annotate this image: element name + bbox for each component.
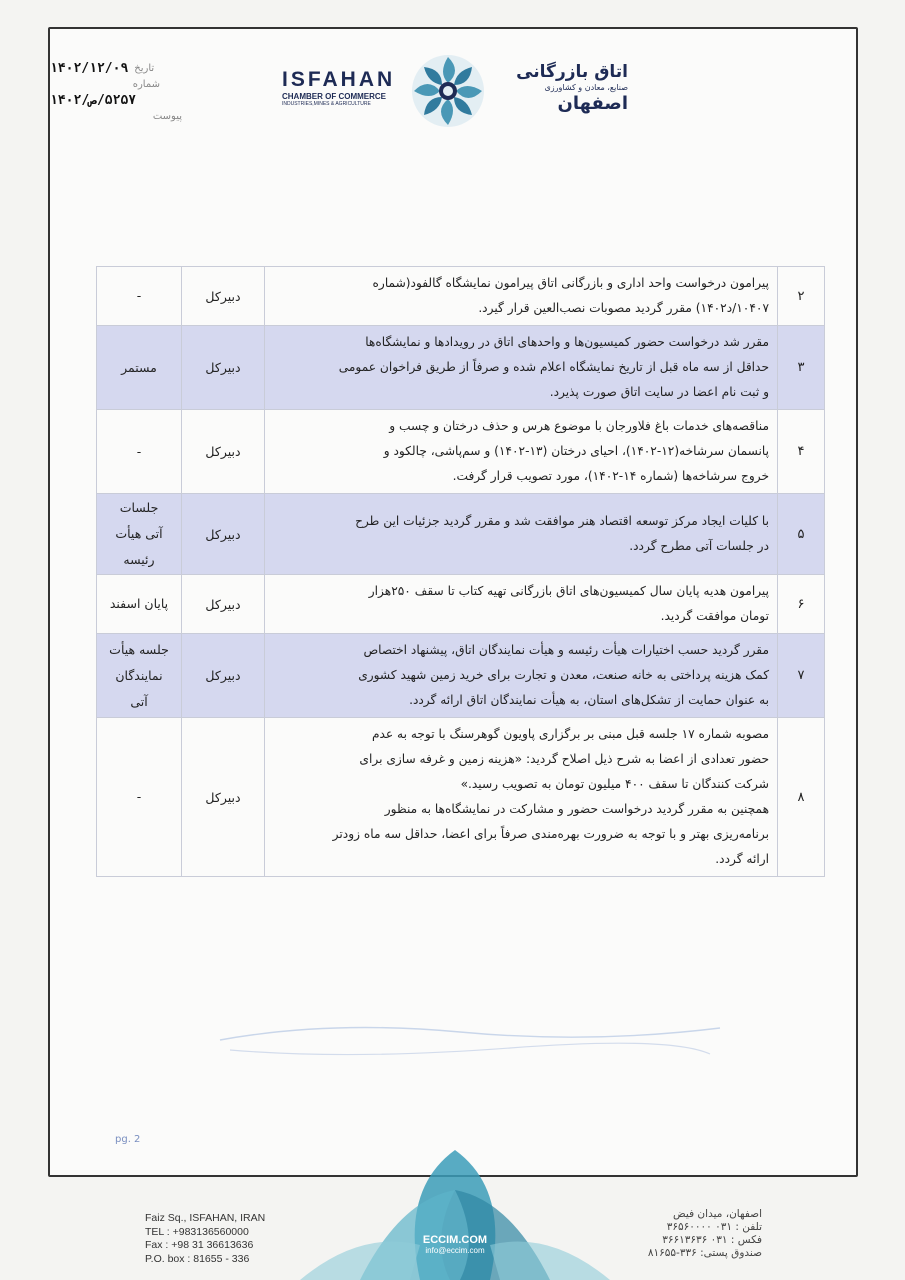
- footer-contact-en: [145, 1212, 265, 1266]
- footer-website: ECCIM.COM: [422, 1234, 488, 1246]
- row-number: ۷: [778, 634, 825, 718]
- signature-scribble: [210, 1010, 730, 1070]
- row-number: ۲: [778, 267, 825, 326]
- table-row: [97, 494, 825, 575]
- resolution-line: مصوبه شماره ۱۷ جلسه قبل مبنی بر برگزاری پاویون گوهرسنگ با توجه به عدم: [371, 727, 769, 741]
- footer-contact-fa: [622, 1208, 762, 1260]
- logo-en-sub2: INDUSTRIES,MINES & AGRICULTURE: [282, 101, 371, 107]
- resolution-line: حداقل از سه ماه قبل از تاریخ نمایشگاه اعلام شده و صرفاً از طریق فراخوان عمومی: [338, 360, 769, 374]
- letter-meta: [50, 60, 190, 124]
- footer-po-en: P.O. box : 81655 - 336: [145, 1252, 250, 1265]
- resolution-text: [265, 718, 778, 877]
- table-row: [97, 267, 825, 326]
- table-row: [97, 575, 825, 634]
- deadline-line: -: [136, 789, 142, 804]
- logo-en-title: ISFAHAN: [282, 68, 396, 91]
- responsible-party: دبیرکل: [182, 575, 265, 634]
- footer-fax-en: Fax : +98 31 36613636: [145, 1239, 254, 1251]
- number-row: [50, 92, 190, 108]
- logo-fa-city: اصفهان: [557, 93, 628, 114]
- resolution-line: به عنوان حمایت از تشکل‌های استان، به هیأت نمایندگان اتاق ارائه گردد.: [409, 693, 769, 707]
- responsible-party: دبیرکل: [182, 326, 265, 410]
- deadline-line: مستمر: [121, 359, 157, 375]
- table-row: [97, 718, 825, 877]
- footer-emblem-icon: [300, 1150, 610, 1280]
- page-number: pg. 2: [115, 1134, 141, 1145]
- resolution-line: پانسمان سرشاخه(۱۲-۱۴۰۲)، احیای درختان (۱۳-۱۴۰۲) و سم‌پاشی، چالکود و: [383, 444, 769, 458]
- resolution-line: شرکت کنندگان تا سقف ۴۰۰ میلیون تومان به تصویب رسید.»: [460, 777, 769, 791]
- date-value: ۱۴۰۲/۱۲/۰۹: [50, 60, 129, 76]
- chamber-logo-icon: [410, 53, 486, 129]
- table-row: [97, 634, 825, 718]
- footer-web: [405, 1234, 505, 1255]
- deadline-line: جلسات: [119, 500, 159, 515]
- resolution-line: همچنین به مقرر گردید درخواست حضور و مشارکت در نمایشگاه‌ها به منظور: [384, 802, 769, 816]
- resolution-line: خروج سرشاخه‌ها (شماره ۱۴-۱۴۰۲)، مورد تصویب قرار گرفت.: [452, 469, 769, 483]
- footer-po-fa: صندوق پستی: ۳۳۶-۸۱۶۵۵: [647, 1247, 762, 1259]
- resolution-line: پیرامون هدیه پایان سال کمیسیون‌های اتاق بازرگانی تهیه کتاب تا سقف ۲۵۰هزار: [368, 584, 769, 598]
- footer-address-en: Faiz Sq., ISFAHAN, IRAN: [145, 1212, 266, 1224]
- table-row: [97, 326, 825, 410]
- responsible-party: دبیرکل: [182, 718, 265, 877]
- deadline-line: -: [136, 288, 142, 303]
- number-label: شماره: [132, 78, 160, 90]
- deadline-line: رئیسه: [123, 552, 155, 567]
- logo-persian: [488, 63, 628, 115]
- deadline: [97, 494, 182, 575]
- resolution-text: [265, 410, 778, 494]
- deadline-line: آتی: [130, 693, 148, 709]
- deadline: [97, 575, 182, 634]
- number-label-row: [50, 76, 190, 92]
- table-row: [97, 410, 825, 494]
- resolution-line: در جلسات آتی مطرح گردد.: [629, 539, 769, 553]
- resolution-text: [265, 267, 778, 326]
- resolution-line: تومان موافقت گردید.: [660, 609, 769, 623]
- row-number: ۸: [778, 718, 825, 877]
- deadline: [97, 410, 182, 494]
- deadline-line: -: [136, 443, 142, 459]
- logo-fa-title: اتاق بازرگانی: [516, 62, 628, 82]
- deadline-line: جلسه هیأت: [109, 641, 169, 657]
- attachment-row: [50, 108, 190, 124]
- resolution-line: با کلیات ایجاد مرکز توسعه اقتصاد هنر موافقت شد و مقرر گردید جزئیات این طرح: [355, 514, 769, 528]
- row-number: ۳: [778, 326, 825, 410]
- attachment-label: پیوست: [152, 110, 182, 122]
- responsible-party: دبیرکل: [182, 634, 265, 718]
- date-row: [50, 60, 190, 76]
- deadline: [97, 718, 182, 877]
- resolution-line: ۱۰۴۰۷/د۱۴۰۲) مقرر گردید مصوبات نصب‌العین قرار گیرد.: [478, 301, 769, 315]
- resolution-line: و ثبت نام اعضا در سایت اتاق صورت پذیرد.: [549, 385, 769, 399]
- responsible-party: دبیرکل: [182, 267, 265, 326]
- deadline: [97, 634, 182, 718]
- deadline: [97, 326, 182, 410]
- footer-tel-en: TEL : +983136560000: [145, 1225, 249, 1238]
- resolution-line: کمک هزینه پرداختی به خانه صنعت، معدن و تجارت برای خرید زمین شهید کشوری: [358, 668, 769, 682]
- date-label: تاریخ: [134, 62, 155, 74]
- logo-en-sub1: CHAMBER OF COMMERCE: [282, 92, 386, 101]
- resolution-line: مقرر گردید حسب اختیارات هیأت رئیسه و هیأت نمایندگان اتاق، پیشنهاد اختصاص: [363, 643, 769, 657]
- responsible-party: دبیرکل: [182, 410, 265, 494]
- resolutions-table-body: [97, 267, 825, 877]
- resolution-line: پیرامون درخواست واحد اداری و بازرگانی اتاق پیرامون نمایشگاه گالفود(شماره: [372, 276, 769, 290]
- row-number: ۶: [778, 575, 825, 634]
- deadline-line: پایان اسفند: [109, 596, 169, 611]
- footer-address-fa: اصفهان، میدان فیض: [673, 1208, 762, 1220]
- resolution-text: [265, 326, 778, 410]
- footer-email: info@eccim.com: [425, 1246, 485, 1255]
- responsible-party: دبیرکل: [182, 494, 265, 575]
- row-number: ۵: [778, 494, 825, 575]
- resolution-line: حضور تعدادی از اعضا به شرح ذیل اصلاح گردید: «هزینه زمین و غرفه سازی برای: [359, 752, 769, 766]
- resolution-line: مقرر شد درخواست حضور کمیسیون‌ها و واحدهای اتاق در رویدادها و نمایشگاه‌ها: [365, 335, 769, 349]
- deadline: [97, 267, 182, 326]
- resolution-line: برنامه‌ریزی بهتر و با توجه به ضرورت بهره‌مندی صرفاً برای اعضا، حداقل سه ماه زودتر: [332, 827, 769, 841]
- logo-english: [282, 68, 412, 107]
- deadline-line: نمایندگان: [115, 667, 163, 683]
- row-number: ۴: [778, 410, 825, 494]
- deadline-line: آتی هیأت: [115, 526, 163, 541]
- resolution-text: [265, 494, 778, 575]
- resolution-line: مناقصه‌های خدمات باغ فلاورجان با موضوع هرس و حذف درختان و چسب و: [389, 419, 769, 433]
- resolution-text: [265, 575, 778, 634]
- footer-fax-fa: فکس : ۰۳۱ ۳۶۶۱۳۶۳۶: [662, 1234, 762, 1246]
- resolution-line: ارائه گردد.: [715, 852, 769, 866]
- logo-fa-sub: صنایع، معادن و کشاورزی: [544, 83, 628, 92]
- resolution-text: [265, 634, 778, 718]
- footer-tel-fa: تلفن : ۰۳۱ ۳۶۵۶۰۰۰۰: [666, 1221, 762, 1233]
- resolutions-table: [96, 266, 825, 877]
- number-value: ۵۲۵۷/ص/۱۴۰۲: [50, 92, 137, 108]
